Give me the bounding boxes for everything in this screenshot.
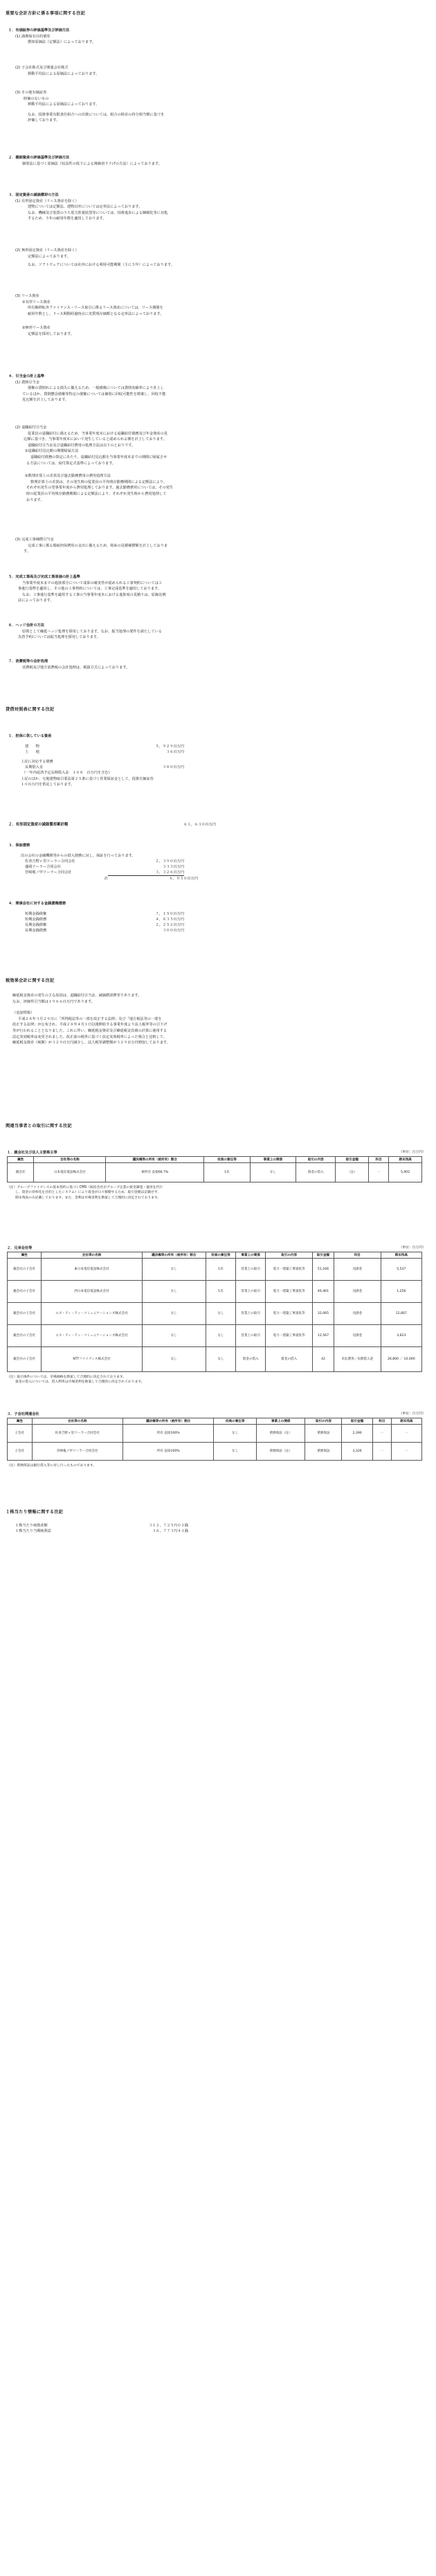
bs-4-row-value: ７，１５０百万円 [155,911,184,916]
table-cell: 1名 [206,1258,235,1280]
bs-1-text-3: （一年内返済予定長期借入金 １０８ 百万円を含む） [22,771,112,776]
table-header: 役員の兼任等 [206,1252,235,1258]
policy-3a-text-2: なお、機械及び装置のうち電力監視装置等については、技術進歩による陳腐化等に対処 [28,210,168,215]
bs-3-row-label: 盛岡ソーラー合同会社 [25,865,61,870]
related-1-note-3: 期末残高のみ記載しております。また、金利は市場金利を勘案して合理的に決定されております。 [15,1196,161,1200]
bs-1-text-5: １０百万円を供託しております。 [21,783,75,787]
policy-1c-sub: 時価のないもの [24,96,49,101]
table-row [8,1280,422,1302]
bs-1-heading: １．担保に供している資産 [8,734,52,738]
bs-4-row-label: 長期金銭債務 [25,928,47,933]
table-cell: 売掛金 [334,1280,381,1302]
table-cell: 1名 [204,1162,251,1182]
table-cell: 資金の借入 [266,1346,313,1371]
bs-4-row-label: 短期金銭債務 [25,917,47,922]
table-cell: 債務保証 [305,1424,342,1442]
tax-text-2: なお、評価性引当額は１９６６百万円であります。 [12,999,95,1004]
related-2-table [7,1252,422,1372]
table-cell: 債務保証 [305,1442,342,1460]
policy-4b-heading: (2) 退職給付引当金 [15,426,47,430]
policy-5-text-4: 法によっております。 [18,599,54,603]
policy-7-text: 消費税及び地方消費税の会計処理は、税抜方式によっております。 [22,665,130,670]
table-header: 議決権等の所有（被所有）割合 [106,1156,204,1162]
bs-1-row-value: ５，９２９百万円 [155,744,184,749]
table-cell: 佐喜吉野ヶ里ソーラー合同会社 [32,1424,122,1442]
policy-3 [8,192,167,222]
bs-2 [8,822,216,828]
table-cell: 電力・建築工事請負等 [266,1258,313,1280]
policy-4b2-text-3: 時の従業員の平均残存勤務期間による定額法により、それぞれ発生時から費用処理して [26,491,167,496]
policy-6-heading: ６．ヘッジ会計の方法 [8,623,44,628]
table-header: 取引の内容 [266,1252,313,1258]
bs-3-row-label: 宮崎亀ノ甲ソーラー合同会社 [25,870,72,875]
related-1-heading: １．親会社及び法人主要株主等 [7,1151,57,1155]
policy-3c2-text: 定額法を採用しております。 [28,331,75,336]
table-row [8,1324,422,1346]
table-cell: なし [206,1302,235,1324]
table-cell: 所有 直接100% [122,1442,213,1460]
table-header: 会社等の名称 [42,1252,142,1258]
table-cell: 営業上の取引 [236,1258,266,1280]
table-header: 期末残高 [391,1418,421,1424]
tax-text-3: （追加情報） [12,1011,35,1016]
pershare-row-label: １株当たり当期純利益 [15,1529,51,1533]
policy-4c-text-1: 完成工事に係る瑕疵担保費用の支出に備えるため、将来の見積補償額を計上しておりま [28,543,168,548]
table-header: 議決権等の所有（被所有）割合 [122,1418,213,1424]
table-header: 議決権等の所有（被所有）割合 [142,1252,206,1258]
table-header: 会社等の名称 [32,1418,122,1424]
related-1-note-1: （注）グループファイナンスの基本契約に基づくCMS（統括会社がグループ企業の資金調達・運用を代行 [7,1185,163,1189]
tax-section [6,977,428,1046]
pershare-row-value: ３１２，７２５円０２銭 [148,1524,188,1528]
policy-3c1-text-2: 耐用年数とし、リース期間経過時点に実質残存価額となる定率法によっております。 [28,311,164,316]
table-header: 取引金額 [312,1252,334,1258]
table-cell: 26,800 ／ 10,000 [381,1346,421,1371]
policy-4b1-text-2: る方法については、給付算定式基準によっております。 [26,461,116,466]
table-cell: 西日本電信電話株式会社 [42,1280,142,1302]
bs-3-total-label: 計 [104,877,108,881]
table-header: 事業上の関係 [236,1252,266,1258]
pershare-row-value: ３６，７７３円４１銭 [152,1529,188,1533]
policy-4a-heading: (1) 貸倒引当金 [15,380,39,385]
table-row [8,1442,422,1460]
tax-text-4: 平成２８年３月２９日に「所得税法等の一部を改正する法律」及び「地方税法等の一部を [18,1016,162,1021]
policy-3b-text-1: 定額法によっております。 [28,254,71,259]
related-2-note-2: 資金の借入については、借入利率は市場金利を勘案して合理的に決定されております。 [15,1380,145,1385]
related-3-note: （注）債務保証は銀行借入等に対し行ったものであります。 [7,1463,97,1468]
table-cell: なし [250,1162,296,1182]
policy-3c1-text-1: 所有権移転外ファイナンス・リース取引に係るリース資産については、リース期間を [28,306,163,311]
bs-4-row [25,922,184,928]
policy-1c [15,90,164,124]
policy-4b-text-2: 込額に基づき、当事業年度末において発生していると認められる額を計上しております。 [24,437,167,442]
table-cell: 日本電信電話株式会社 [34,1162,106,1182]
policy-3a-text-1: 建物については定額法、建物以外については定率法によっております。 [28,205,143,210]
policy-5-text-2: 事進行基準を適用し、その他の工事契約については、工事完成基準を適用しております。 [18,587,161,592]
table-cell: 未払費用／長期借入金 [334,1346,381,1371]
policy-4b1-text-1: 退職給付債務の算定にあたり、退職給付見込額を当事業年度末までの期間に帰属させ [30,455,167,459]
policy-2-text: 個別法に基づく原価法（収益性の低下による簿価切り下げの方法）によっております。 [22,161,162,166]
policy-1b-heading: (2) 子会社株式及び関連会社株式 [15,66,69,70]
related-3-unit: （単位：百万円） [399,1412,426,1416]
policy-4b1-heading: ①退職給付見込額の期間帰属方法 [25,449,79,454]
table-header: 取引の内容 [296,1156,336,1162]
bs-1 [8,733,184,788]
table-cell: 46,461 [312,1280,334,1302]
policy-1a-text: 償却原価法（定額法）によっております。 [28,40,96,45]
pershare-row [15,1528,428,1534]
pershare-title: １株当たり情報に関する注記 [6,1510,64,1515]
pershare-row [15,1523,428,1528]
bs-3-row-value: ３，３２６百万円 [108,870,184,876]
table-cell: 営業上の取引 [236,1302,266,1324]
table-row [8,1302,422,1324]
table-cell: 3,623 [381,1324,421,1346]
table-cell: なし [142,1346,206,1371]
policy-4a-text-1: 債権の貸倒れによる損失に備えるため、一般債権については貸倒実績率により計上し [28,386,164,391]
policy-5-heading: ５．完成工事高及び完成工事原価の計上基準 [8,575,80,579]
table-cell: 債務保証（注） [257,1442,305,1460]
related-3-table [7,1418,422,1461]
bs-3-row [25,870,198,876]
related-1-unit: （単位：百万円） [399,1151,426,1154]
table-header: 役員の兼任等 [204,1156,251,1162]
table-cell: 電力・建築工事請負等 [266,1324,313,1346]
table-cell: 電力・建築工事請負等 [266,1302,313,1324]
related-1-note-2: し、資金の効率化を目的としたシステム）により資金が日々移動するため、取引金額は記載せず、 [15,1191,161,1195]
table-cell: 12,667 [381,1302,421,1324]
bs-1-debt-value: ３８０百万円 [162,765,184,770]
bs-4-row [25,911,184,917]
table-cell: 子会社 [8,1424,33,1442]
table-row [8,1424,422,1442]
bs-3-total-value: ６，０５０百万円 [169,877,198,881]
table-cell: 宮崎亀ノ甲ソーラー合同会社 [32,1442,122,1460]
tax-text-1: 繰延税金資産の発生の主な原因は、退職給付引当金、減価償却費等であります。 [12,994,142,998]
table-cell: 親会社の子会社 [8,1324,42,1346]
policy-3a-text-3: するため、５年の耐用年数を適用しております。 [28,217,107,221]
table-header: 科目 [369,1156,389,1162]
policy-4b2-text-4: おります。 [26,497,44,502]
bs-3-row [25,859,198,864]
policy-4b-text-1: 従業員の退職給付に備えるため、当事業年度末における退職給付債務及び年金資産の見 [28,431,168,436]
policy-5-text-3: なお、工事進行基準を適用する工事の当事業年度末における進捗度の見積りは、原価比例 [22,592,166,597]
table-cell: 売掛金 [334,1258,381,1280]
policy-1c-text-2: なお、投資事業有限責任組合への出資については、組合の財産の持分相当額に基づき [28,112,165,117]
tax-title: 税効果会計に関する注記 [6,978,55,983]
policy-3c1-heading: ①有形リース資産 [22,300,51,304]
table-header: 事業上の関係 [257,1418,305,1424]
related-section [6,1122,428,1129]
table-header-row [8,1418,422,1424]
table-cell: 1,256 [381,1280,421,1302]
policy-3-heading: ３．固定資産の減価償却の方法 [8,193,59,197]
main-title: 重要な会計方針に係る事項に関する注記 [6,11,85,16]
policy-3b-text-2: なお、ソフトウェアについては社内における利用可能期間（主に５年）によっております。 [28,263,174,268]
bs-2-row [8,822,216,828]
table-cell: 一 [391,1424,421,1442]
table-cell: 42 [312,1346,334,1371]
policy-4 [8,374,165,403]
bs-4 [8,901,184,933]
policy-3c [15,293,163,338]
bs-2-value: ６１，６３０百万円 [183,823,216,827]
policy-1 [8,28,96,46]
bs-3-row-label: 佐喜吉野ヶ里ソーラー合同会社 [25,859,75,864]
table-cell: なし [142,1324,206,1346]
table-cell: なし [214,1424,257,1442]
table-cell: 資金の借入 [236,1346,266,1371]
bs-3-row-value: ２，３９０百万円 [155,859,184,864]
table-cell: 2,390 [342,1424,372,1442]
bs-section [6,706,428,712]
bs-1-text-4: 上記のほか、宅地建物取引業法第２５条に基づく営業保証金として、投資有価証券 [21,776,154,781]
bs-4-row-value: ２，２５２百万円 [155,922,184,927]
table-cell: 被所有 直接66.7% [106,1162,204,1182]
related-2-note-1: （注）取引条件については、市場価格を勘案して合理的に決定されております。 [7,1375,127,1379]
bs-1-row-value: ３６百万円 [166,749,184,754]
table-cell: 親会社 [8,1162,34,1182]
table-cell: なし [142,1280,206,1302]
table-cell: 一 [369,1162,389,1182]
bs-4-row [25,928,184,933]
policy-3b-heading: (2) 無形固定資産（リース資産を除く） [15,248,79,253]
table-header: 期末残高 [389,1156,422,1162]
policy-4a-text-2: ているほか、貸倒懸念債権等特定の債権については個別に回収可能性を勘案し、回収不能 [22,392,166,396]
pershare-row-label: １株当たり純資産額 [15,1524,48,1528]
table-cell: なし [142,1302,206,1324]
tax-text-6: 等が行われることとなりました。これに伴い、繰延税金資産及び繰延税金負債の計算に使用する [12,1028,167,1033]
table-header: 事業上の関係 [250,1156,296,1162]
policy-4c-heading: (3) 完成工事補償引当金 [15,538,54,542]
related-2-heading: ２．兄弟会社等 [7,1246,33,1250]
policy-4b2-heading: ②数理計算上の差異及び過去勤務費用の費用処理方法 [25,474,111,479]
table-cell: 一 [372,1442,391,1460]
table-cell: 親会社の子会社 [8,1346,42,1371]
table-cell: なし [142,1258,206,1280]
policy-4-heading: ４．引当金の計上基準 [8,374,44,378]
policy-1c-heading: (3) その他有価証券 [15,91,47,95]
accounting-policy-section [6,10,428,16]
bs-1-text-1: 上記に対応する債務 [21,759,53,764]
policy-3b [15,248,174,268]
table-cell: 東日本電信電話株式会社 [42,1258,142,1280]
bs-3-row-value: ３３３百万円 [162,865,184,870]
table-cell: 売掛金 [334,1302,381,1324]
policy-1-heading: １．有価証券の評価基準及び評価方法 [8,28,70,33]
policy-4c-text-2: す。 [24,549,30,554]
related-3-heading: ３．子会社関連会社 [7,1412,39,1416]
policy-4c [15,537,167,555]
table-row [8,1258,422,1280]
table-cell: 51,166 [312,1258,334,1280]
table-cell: なし [206,1346,235,1371]
policy-6-text-2: 為替予約については振当処理を採用しております。 [18,635,100,640]
table-header: 取引の内容 [305,1418,342,1424]
table-cell: NTTファイナンス株式会社 [42,1346,142,1371]
table-cell: 営業上の取引 [236,1280,266,1302]
policy-4b [15,425,173,503]
policy-7-heading: ７．消費税等の会計処理 [8,659,48,664]
policy-1b [15,65,99,77]
table-cell: なし [206,1324,235,1346]
table-cell: 子会社 [8,1442,33,1460]
table-cell: 親会社の子会社 [8,1302,42,1324]
bs-1-debt-row [8,765,184,770]
related-1-table [7,1156,422,1182]
bs-4-row-value: ３００百万円 [162,928,184,933]
table-header: 科目 [372,1418,391,1424]
bs-3-row [25,864,198,870]
bs-1-row [25,744,184,749]
table-cell: 12,567 [312,1324,334,1346]
table-cell: 所有 直接100% [122,1424,213,1442]
table-row [8,1162,422,1182]
table-cell: 売掛金 [334,1324,381,1346]
policy-2 [8,155,162,167]
bs-1-row [25,749,184,755]
policy-5-text-1: 当事業年度末までの進捗部分について成果の確実性が認められる工事契約については工 [22,581,163,585]
related-2 [7,1245,426,1385]
table-header: 科目 [334,1252,381,1258]
table-cell: 営業上の取引 [236,1324,266,1346]
table-cell: 電力・建築工事請負等 [266,1280,313,1302]
related-3 [7,1412,426,1468]
table-cell: 1名 [206,1280,235,1302]
bs-4-row [25,917,184,922]
table-cell: 債務保証（注） [257,1424,305,1442]
bs-1-row-label: 建 物 [25,744,39,749]
table-cell: 3,326 [342,1442,372,1460]
table-header: 取引金額 [336,1156,369,1162]
tax-text-8: 繰延税金資産（純額）が３２９百万円減少し、法人税等調整額が３２９百万円増加しております。 [12,1041,170,1045]
bs-4-heading: ４．関係会社に対する金銭債権債務 [8,902,66,906]
table-cell: 親会社の子会社 [8,1280,42,1302]
table-row [8,1346,422,1371]
table-cell: （注） [336,1162,369,1182]
bs-1-row-label: 土 地 [25,749,39,754]
related-title: 関連当事者との取引に関する注記 [6,1124,72,1129]
policy-6 [8,623,162,641]
tax-text-7: 法定実効税率は変更されました。改正前の税率に基づく法定実効税率によった場合と比較して、 [12,1034,167,1039]
policy-4b-text-3: 退職給付引当金及び退職給付費用の処理方法は以下のとおりです。 [28,443,136,448]
policy-4a-text-3: 見込額を計上しております。 [22,398,69,403]
policy-3c-heading: (3) リース資産 [15,294,39,298]
policy-2-heading: ２．棚卸資産の評価基準及び評価方法 [8,156,70,160]
policy-1c-text-1: 移動平均法による原価法によっております。 [28,102,100,107]
policy-5 [8,574,166,604]
bs-3-total [25,876,198,881]
policy-4b2-text-2: それぞれ発生の翌事業年度から費用処理しております。過去勤務費用については、その発生 [26,486,174,491]
policy-1b-text: 移動平均法による原価法によっております。 [28,71,100,76]
policy-3c2-heading: ②無形リース資産 [22,326,51,331]
table-cell: 一 [391,1442,421,1460]
policy-1c-text-3: 評価しております。 [28,118,60,123]
policy-6-text-1: 原則として繰延ヘッジ処理を採用しております。なお、振当処理の要件を満たしている [22,629,162,634]
table-cell: エヌ・ティ・ティ・コミュニケーションズ株式会社 [42,1302,142,1324]
table-header: 会社等の名称 [34,1156,106,1162]
related-1 [7,1150,426,1201]
table-cell: 親会社の子会社 [8,1258,42,1280]
table-cell: 一 [372,1424,391,1442]
table-header: 属性 [8,1252,42,1258]
tax-text-5: 改正する法律」が公布され、平成２８年４月１日以後開始する事業年度より法人税率等の引下げ [12,1023,167,1027]
bs-title: 貸借対照表に関する注記 [6,707,55,712]
table-header: 取引金額 [342,1418,372,1424]
table-header: 属性 [8,1418,33,1424]
pershare-section [6,1508,428,1534]
bs-4-row-label: 長期金銭債権 [25,922,47,927]
bs-1-debt-label: 長期借入金 [25,765,43,770]
table-header-row [8,1252,422,1258]
table-cell: なし [214,1442,257,1460]
table-cell: 32,065 [312,1302,334,1324]
bs-4-row-value: ４，８３５百万円 [155,917,184,922]
table-cell: 5,902 [389,1162,422,1182]
bs-3-text: 次の会社の金融機関等からの借入債務に対し、保証を行っております。 [21,853,136,858]
table-cell: エヌ・ティ・ティ・コミュニケーションズ株式会社 [42,1324,142,1346]
table-header: 属性 [8,1156,34,1162]
table-header: 役員の兼任等 [214,1418,257,1424]
policy-1a-heading: (1) 満期保有目的債券 [15,34,51,39]
policy-4b2-text-1: 数理計算上の差異は、その発生時の従業員の平均残存勤務期間による定額法により、 [30,479,167,484]
table-cell: 資金の借入 [296,1162,336,1182]
related-2-unit: （単位：百万円） [399,1246,426,1250]
table-header-row [8,1156,422,1162]
table-header: 期末残高 [381,1252,421,1258]
policy-3a-heading: (1) 有形固定資産（リース資産を除く） [15,199,79,203]
bs-2-heading: ２．有形固定資産の減価償却累計額 [8,823,69,827]
table-cell: 5,537 [381,1258,421,1280]
policy-7 [8,659,129,670]
bs-3-heading: ３．保証債務 [8,843,30,848]
bs-4-row-label: 短期金銭債権 [25,911,47,916]
bs-3 [8,843,198,881]
